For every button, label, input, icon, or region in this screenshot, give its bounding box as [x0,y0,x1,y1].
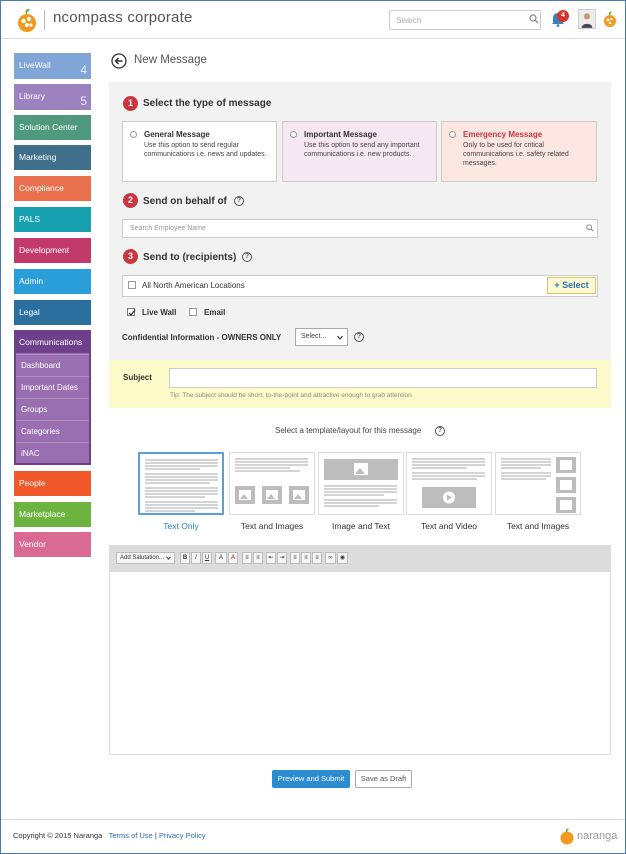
sidebar-item-label: Marketplace [19,509,66,519]
template-preview [230,453,315,515]
help-icon[interactable]: ? [242,252,252,262]
template-label-text-video[interactable]: Text and Video [420,521,478,531]
subnav-item-dashboard[interactable]: Dashboard [16,354,89,376]
emergency-title: Emergency Message [463,130,543,139]
search-icon[interactable] [529,14,539,24]
help-icon[interactable]: ? [435,426,445,436]
bullet-list-icon[interactable]: ≡ [242,552,252,564]
sidebar-item-count: 5 [80,94,87,108]
subject-label: Subject [123,373,152,382]
sidebar-item-label: Communications [19,337,83,347]
all-locations-label: All North American Locations [142,281,245,290]
align-left-icon[interactable]: ≡ [290,552,300,564]
important-title: Important Message [304,130,377,139]
step2-title: Send on behalf of [143,196,227,207]
sidebar-item-people[interactable] [14,471,91,496]
save-draft-button[interactable]: Save as Draft [355,770,412,788]
help-icon[interactable]: ? [234,196,244,206]
sidebar-item-label: Marketing [19,152,57,162]
notification-badge: 4 [557,10,569,22]
avatar[interactable] [578,9,596,29]
chevron-down-icon [166,556,171,560]
step1-title: Select the type of message [143,98,272,109]
message-type-general[interactable] [122,121,277,182]
naranga-logo-icon [559,827,575,845]
sidebar-item-label: LiveWall [19,60,51,70]
template-preview [140,454,224,515]
sidebar-item-library[interactable] [14,84,91,110]
footer-separator: | [154,831,157,840]
sidebar-item-livewall[interactable] [14,53,91,79]
template-label-text-images[interactable]: Text and Images [240,521,304,531]
terms-link[interactable]: Terms of Use [108,831,153,840]
important-radio[interactable] [290,131,297,138]
communications-subnav [14,353,91,465]
template-label-text-only[interactable]: Text Only [163,521,199,531]
align-center-icon[interactable]: ≡ [301,552,311,564]
sidebar-item-label: Development [19,245,70,255]
check-icon [128,309,136,317]
general-desc: Use this option to send regular communications i.e. news and updates. [144,142,267,158]
sidebar-item-label: Solution Center [19,122,78,132]
salutation-select-value: Add Salutation... [120,555,165,561]
sidebar-item-legal[interactable] [14,300,91,325]
message-editor[interactable] [109,545,611,755]
template-heading: Select a template/layout for this message [275,426,422,435]
footer-links [13,831,206,840]
align-right-icon[interactable]: ≡ [312,552,322,564]
sidebar-item-label: Compliance [19,183,64,193]
sidebar-item-label: Legal [19,307,40,317]
sidebar-item-label: PALS [19,214,41,224]
step-number-1: 1 [123,96,138,111]
subject-input[interactable] [169,368,597,388]
indent-icon[interactable]: ⇥ [277,552,287,564]
template-preview [319,453,404,515]
template-image-text[interactable] [318,452,404,515]
underline-button[interactable]: U [202,552,212,564]
sidebar-item-vendor[interactable] [14,532,91,557]
unlink-icon[interactable]: ◉ [337,552,348,564]
template-preview [496,453,581,515]
livewall-checkbox[interactable] [127,308,135,316]
sidebar-item-marketplace[interactable] [14,502,91,527]
all-locations-checkbox[interactable] [128,281,136,289]
bold-button[interactable]: B [180,552,190,564]
privacy-link[interactable]: Privacy Policy [158,831,206,840]
format-icon[interactable]: A [215,552,227,564]
important-desc: Use this option to send any important communications i.e. new products. [304,142,420,158]
subnav-item-inac[interactable]: iNAC [16,442,89,464]
confidential-label: Confidential Information - OWNERS ONLY [122,333,282,342]
app-title: ncompass corporate [53,9,193,26]
template-label-image-text[interactable]: Image and Text [332,521,390,531]
help-icon[interactable]: ? [354,332,364,342]
search-icon[interactable] [586,224,594,232]
preview-submit-button[interactable]: Preview and Submit [272,770,350,788]
sidebar-item-communications[interactable] [14,330,91,355]
sidebar-item-label: Library [19,91,45,101]
sidebar-item-label: Admin [19,276,44,286]
template-text-video[interactable] [406,452,492,515]
email-checkbox[interactable] [189,308,197,316]
orange-logo-icon[interactable] [603,10,617,28]
color-icon[interactable]: A [228,552,238,564]
template-text-images-side[interactable] [495,452,581,515]
subnav-item-groups[interactable]: Groups [16,398,89,420]
confidential-select[interactable] [295,328,348,346]
outdent-icon[interactable]: ⇤ [266,552,276,564]
sidebar-item-compliance[interactable] [14,176,91,201]
search-input[interactable]: Search [389,10,541,30]
copyright-text: Copyright © 2015 Naranga [13,831,103,840]
sidebar-item-pals[interactable] [14,207,91,232]
select-recipients-button[interactable]: + Select [547,277,596,294]
sidebar-item-solution-center[interactable] [14,115,91,140]
message-type-important[interactable] [282,121,437,182]
general-radio[interactable] [130,131,137,138]
employee-search-input[interactable]: Search Employee Name [122,219,598,238]
template-text-only[interactable] [138,452,224,515]
step3-title: Send to (recipients) [143,252,237,263]
footer-brand: naranga [577,830,618,842]
template-preview [407,453,492,515]
sidebar-item-marketing[interactable] [14,145,91,170]
message-type-emergency[interactable] [441,121,597,182]
header-divider [44,10,45,30]
sidebar-item-admin[interactable] [14,269,91,294]
subnav-item-important-dates[interactable]: Important Dates [16,376,89,398]
emergency-desc: Only to be used for critical communications i.e. safety related messages. [463,142,569,167]
template-label-text-images-side[interactable]: Text and Images [506,521,570,531]
ncompass-logo-icon [15,6,39,34]
template-text-images[interactable] [229,452,315,515]
link-icon[interactable]: ∞ [325,552,336,564]
back-arrow-icon[interactable] [111,53,127,69]
emergency-radio[interactable] [449,131,456,138]
subnav-item-categories[interactable]: Categories [16,420,89,442]
confidential-select-value: Select... [301,333,327,340]
salutation-select[interactable] [116,552,175,564]
sidebar-item-development[interactable] [14,238,91,263]
step-number-2: 2 [123,193,138,208]
livewall-label: Live Wall [142,308,177,317]
sidebar-item-label: People [19,478,46,488]
chevron-down-icon [337,335,343,340]
subject-tip: Tip: The subject should be short, to-the-point and attractive enough to grab attention. [170,392,414,399]
sidebar-item-count: 4 [80,63,87,77]
italic-button[interactable]: I [191,552,201,564]
general-title: General Message [144,130,210,139]
sidebar-item-label: Vendor [19,539,46,549]
page-title: New Message [134,54,207,66]
step-number-3: 3 [123,249,138,264]
email-label: Email [204,308,226,317]
number-list-icon[interactable]: ≡ [253,552,263,564]
